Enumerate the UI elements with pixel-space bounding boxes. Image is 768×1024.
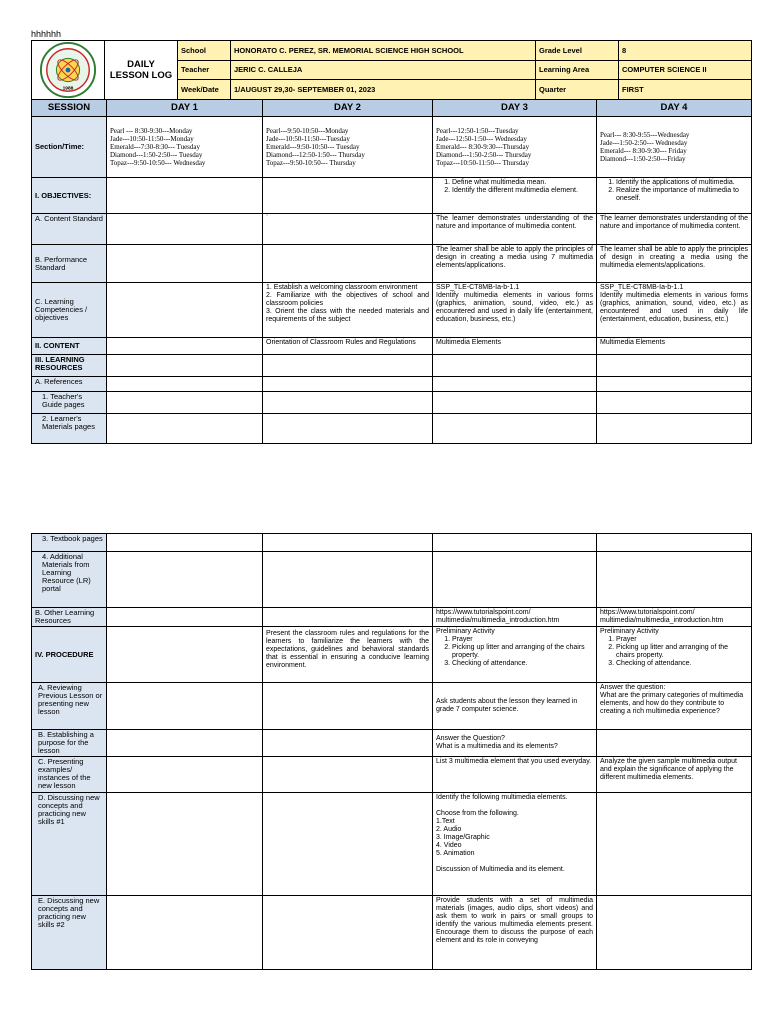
objectives-day-1 [107, 178, 263, 214]
content-day-4: Multimedia Elements [597, 338, 752, 355]
school-seal-icon [39, 41, 97, 99]
daily-lesson-log-title: DAILY LESSON LOG [105, 41, 178, 100]
procedure-day-4 [597, 627, 752, 683]
lesson-log-table-page-1 [31, 99, 752, 444]
content-standard-day-2: ` [263, 214, 433, 245]
day-3-header: DAY 3 [433, 100, 597, 117]
section-time-row [32, 117, 752, 178]
content-day-3: Multimedia Elements [433, 338, 597, 355]
other-resources-day-4: https://www.tutorialspoint.com/ multimedia/multimedia_introduction.htm [597, 608, 752, 627]
teacher-label: Teacher [178, 60, 231, 80]
content-standard-day-4: The learner demonstrates understanding of the nature and importance of multimedia content. [597, 214, 752, 245]
preliminary-item: 2. Picking up litter and arranging of the chairs property. [452, 644, 593, 660]
session-header-row [32, 100, 752, 117]
competencies-day-1 [107, 283, 263, 338]
references-label: A. References [32, 377, 107, 392]
section-time-day-1: Pearl --- 8:30-9:30---Monday Jade---10:50-11:50---Monday Emerald---7:30-8:30--- Tuesday Diamond---1:50-2:50--- Tuesday Topaz---9:50-10:50--- Wednesday [107, 117, 263, 178]
teachers-guide-label: 1. Teacher's Guide pages [32, 392, 107, 414]
top-note: hhhhhh [31, 29, 62, 39]
performance-standard-day-1 [107, 245, 263, 283]
presenting-day-3: List 3 multimedia element that you used everyday. [433, 757, 597, 793]
objectives-day-4 [597, 178, 752, 214]
procedure-day-3 [433, 627, 597, 683]
preliminary-item: 3. Checking of attendance. [616, 660, 748, 668]
week-date-label: Week/Date [178, 80, 231, 100]
establishing-label: B. Establishing a purpose for the lesson [32, 730, 107, 757]
svg-text:1988: 1988 [62, 86, 74, 92]
procedure-row [32, 627, 752, 683]
additional-materials-row [32, 552, 752, 608]
competencies-day-4: SSP_TLE-CT8MB-Ia-b-1.1 Identify multimedia elements in various forms (graphics, animation, sound, video, etc.) as encountered and used in daily life (entertainment, education, business, etc.) [597, 283, 752, 338]
performance-standard-label: B. Performance Standard [32, 245, 107, 283]
discussing-1-row [32, 793, 752, 896]
content-day-1 [107, 338, 263, 355]
performance-standard-row [32, 245, 752, 283]
school-value: HONORATO C. PEREZ, SR. MEMORIAL SCIENCE HIGH SCHOOL [231, 41, 536, 61]
discussing-2-day-3: Provide students with a set of multimedia materials (images, audio clips, short videos) and ask them to work in pairs or small groups to identify the various multimedia elements present. Encourage them to discuss the purpose of each element and its role in conveying [433, 896, 597, 970]
performance-standard-day-2 [263, 245, 433, 283]
other-resources-row [32, 608, 752, 627]
content-standard-row [32, 214, 752, 245]
preliminary-activity-title: Preliminary Activity [600, 628, 659, 635]
objectives-day-3 [433, 178, 597, 214]
preliminary-item: 3. Checking of attendance. [452, 660, 593, 668]
quarter-value: FIRST [619, 80, 752, 100]
objective-item: 1. Define what multimedia mean. [452, 179, 593, 187]
discussing-1-day-3: Identify the following multimedia elements. Choose from the following. 1.Text 2. Audio 3. Image/Graphic 4. Video 5. Animation Discussion of Multimedia and its element. [433, 793, 597, 896]
grade-level-value: 8 [619, 41, 752, 61]
presenting-day-4: Analyze the given sample multimedia output and explain the significance of applying the different multimedia elements. [597, 757, 752, 793]
content-standard-day-1 [107, 214, 263, 245]
competencies-day-3: SSP_TLE-CT8MB-Ia-b-1.1 Identify multimedia elements in various forms (graphics, animation, sound, video, etc.) as encountered and used in daily life (entertainment, education, business, etc.) [433, 283, 597, 338]
competencies-label: C. Learning Competencies / objectives [32, 283, 107, 338]
learning-resources-row [32, 355, 752, 377]
objectives-row [32, 178, 752, 214]
teacher-value: JERIC C. CALLEJA [231, 60, 536, 80]
day-2-header: DAY 2 [263, 100, 433, 117]
week-date-value: 1/AUGUST 29,30- SEPTEMBER 01, 2023 [231, 80, 536, 100]
discussing-2-row [32, 896, 752, 970]
day-4-header: DAY 4 [597, 100, 752, 117]
references-row [32, 377, 752, 392]
reviewing-label: A. Reviewing Previous Lesson or presenting new lesson [32, 683, 107, 730]
establishing-row [32, 730, 752, 757]
reviewing-day-4: Answer the question: What are the primary categories of multimedia elements, and how do they contribute to creating a rich multimedia experience? [597, 683, 752, 730]
preliminary-activity-title: Preliminary Activity [436, 628, 495, 635]
preliminary-item: 1. Prayer [452, 636, 593, 644]
header-table [31, 40, 752, 100]
other-resources-day-3: https://www.tutorialspoint.com/ multimedia/multimedia_introduction.htm [433, 608, 597, 627]
textbook-row [32, 534, 752, 552]
school-label: School [178, 41, 231, 61]
learning-resources-label: III. LEARNING RESOURCES [32, 355, 107, 377]
textbook-label: 3. Textbook pages [32, 534, 107, 552]
other-resources-label: B. Other Learning Resources [32, 608, 107, 627]
performance-standard-day-4: The learner shall be able to apply the principles of design in creating a media using the multimedia elements/applications. [597, 245, 752, 283]
learners-materials-label: 2. Learner's Materials pages [32, 414, 107, 444]
learning-area-value: COMPUTER SCIENCE II [619, 60, 752, 80]
additional-materials-label: 4. Additional Materials from Learning Resource (LR) portal [32, 552, 107, 608]
reviewing-row [32, 683, 752, 730]
objective-item: 2. Realize the importance of multimedia to oneself. [616, 187, 748, 203]
procedure-label: IV. PROCEDURE [32, 627, 107, 683]
preliminary-item: 2. Picking up litter and arranging of the chairs property. [616, 644, 748, 660]
school-logo-cell [32, 41, 105, 100]
grade-level-label: Grade Level [536, 41, 619, 61]
content-label: II. CONTENT [32, 338, 107, 355]
content-standard-day-3: The learner demonstrates understanding of the nature and importance of multimedia content. [433, 214, 597, 245]
presenting-row [32, 757, 752, 793]
learning-area-label: Learning Area [536, 60, 619, 80]
learners-materials-row [32, 414, 752, 444]
objectives-label: I. OBJECTIVES: [32, 178, 107, 214]
session-label: SESSION [32, 100, 107, 117]
presenting-label: C. Presenting examples/ instances of the new lesson [32, 757, 107, 793]
competencies-row [32, 283, 752, 338]
teachers-guide-row [32, 392, 752, 414]
content-row [32, 338, 752, 355]
objective-item: 2. Identify the different multimedia element. [452, 187, 593, 195]
establishing-day-3: Answer the Question? What is a multimedia and its elements? [433, 730, 597, 757]
content-standard-label: A. Content Standard [32, 214, 107, 245]
performance-standard-day-3: The learner shall be able to apply the principles of design in creating a media using 7 multimedia elements/applications. [433, 245, 597, 283]
reviewing-day-3: Ask students about the lesson they learned in grade 7 computer science. [433, 683, 597, 730]
lesson-log-table-page-2 [31, 533, 752, 970]
section-time-label: Section/Time: [32, 117, 107, 178]
section-time-day-3: Pearl---12:50-1:50---Tuesday Jade---12:50-1:50--- Wednesday Emerald--- 8:30-9:30---Thursday Diamond---1:50-2:50--- Thursday Topaz---10:50-11:50--- Thursday [433, 117, 597, 178]
competencies-day-2: 1. Establish a welcoming classroom environment 2. Familiarize with the objectives of school and classroom policies 3. Orient the class with the needed materials and requirements of the subject [263, 283, 433, 338]
procedure-day-2: Present the classroom rules and regulations for the learners to familiarize the learners with the expectations, guidelines and behavioral standards that is essential in ensuring a conducive learning environment. [263, 627, 433, 683]
content-day-2: Orientation of Classroom Rules and Regulations [263, 338, 433, 355]
quarter-label: Quarter [536, 80, 619, 100]
section-time-day-4: Pearl--- 8:30-9:55---Wednesday Jade---1:50-2:50--- Wednesday Emerald--- 8:30-9:30--- Friday Diamond---1:50-2:50---Friday [597, 117, 752, 178]
discussing-1-label: D. Discussing new concepts and practicing new skills #1 [32, 793, 107, 896]
discussing-2-label: E. Discussing new concepts and practicing new skills #2 [32, 896, 107, 970]
objectives-day-2 [263, 178, 433, 214]
preliminary-item: 1. Prayer [616, 636, 748, 644]
day-1-header: DAY 1 [107, 100, 263, 117]
objective-item: 1. Identify the applications of multimedia. [616, 179, 748, 187]
section-time-day-2: Pearl---9:50-10:50---Monday Jade---10:50-11:50---Tuesday Emerald---9:50-10:50--- Tuesday Diamond---12:50-1:50--- Thursday Topaz---9:50-10:50--- Thursday [263, 117, 433, 178]
